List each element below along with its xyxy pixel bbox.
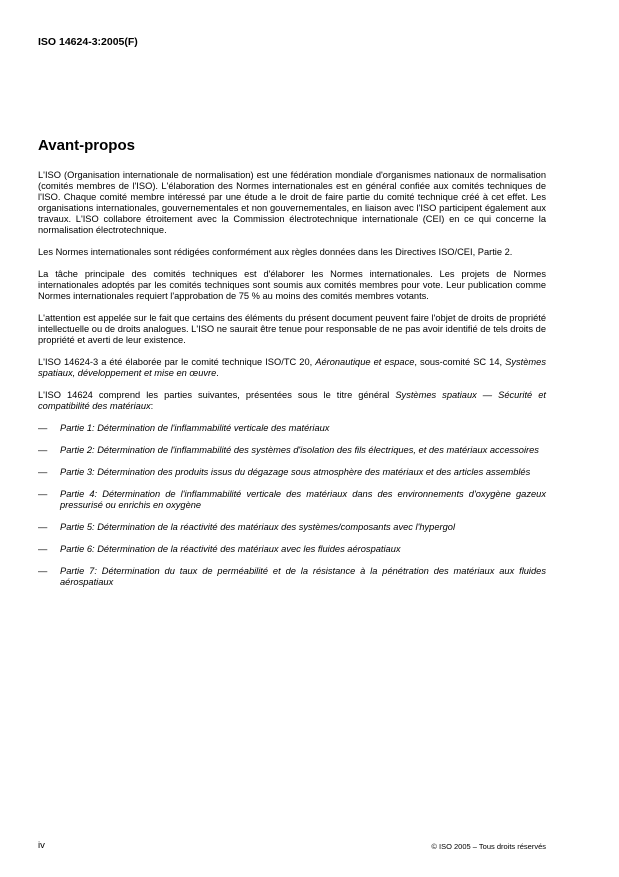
list-dash: —: [38, 489, 48, 499]
list-item: [38, 522, 546, 533]
paragraph-prepared-by: [38, 357, 546, 379]
paragraph-iso-description: L'ISO (Organisation internationale de normalisation) est une fédération mondiale d'organismes nationaux de normalisation (comités membres de l'ISO). L'élaboration des Normes internationales est en général confiée aux comités techniques de l'ISO. Chaque comité membre intéressé par une étude a le droit de faire partie du comité technique créé à cet effet. Les organisations internationales, gouvernementales et non gouvernementales, en liaison avec l'ISO participent également aux travaux. L'ISO collabore étroitement avec la Commission électrotechnique internationale (CEI) en ce qui concerne la normalisation électrotechnique.: [38, 170, 546, 235]
page-number: iv: [38, 840, 45, 851]
list-dash: —: [38, 522, 48, 532]
list-dash: —: [38, 423, 48, 433]
list-item-text: Partie 3: Détermination des produits issus du dégazage sous atmosphère des matériaux et des articles assemblés: [60, 467, 531, 477]
prepared-by-text-a: L'ISO 14624-3 a été élaborée par le comité technique ISO/TC 20,: [38, 357, 316, 367]
prepared-by-text-c: , sous-comité SC 14,: [414, 357, 506, 367]
list-item: [38, 544, 546, 555]
document-id: ISO 14624-3:2005(F): [38, 36, 138, 48]
list-dash: —: [38, 544, 48, 554]
paragraph-parts-intro: [38, 390, 546, 412]
list-item-text: Partie 2: Détermination de l'inflammabilité des systèmes d'isolation des fils électriques, et des matériaux accessoires: [60, 445, 539, 455]
list-item-text: Partie 4: Détermination de l'inflammabilité verticale des matériaux dans des environnements d'oxygène gazeux pressurisé ou enrichis en oxygène: [60, 489, 546, 510]
list-item: [38, 566, 546, 588]
list-item-text: Partie 6: Détermination de la réactivité des matériaux avec les fluides aérospatiaux: [60, 544, 401, 554]
parts-intro-text-c: :: [150, 401, 154, 411]
prepared-by-text-e: .: [216, 368, 219, 378]
foreword-body: [38, 170, 546, 599]
list-item: [38, 467, 546, 478]
copyright-notice: © ISO 2005 – Tous droits réservés: [431, 842, 546, 851]
parts-intro-general-title: Systèmes spatiaux — Sécurité et compatibilité des matériaux: [38, 390, 546, 411]
list-dash: —: [38, 445, 48, 455]
page-title: Avant-propos: [38, 137, 135, 154]
list-item-text: Partie 1: Détermination de l'inflammabilité verticale des matériaux: [60, 423, 330, 433]
parts-list: [38, 423, 546, 588]
paragraph-patent-notice: L'attention est appelée sur le fait que certains des éléments du présent document peuvent faire l'objet de droits de propriété intellectuelle ou de droits analogues. L'ISO ne saurait être tenue pour responsable de ne pas avoir identifié de tels droits de propriété et averti de leur existence.: [38, 313, 546, 345]
list-dash: —: [38, 467, 48, 477]
prepared-by-committee: Aéronautique et espace: [315, 357, 415, 367]
list-item: [38, 423, 546, 434]
list-item-text: Partie 5: Détermination de la réactivité des matériaux des systèmes/composants avec l'hypergol: [60, 522, 456, 532]
list-item-text: Partie 7: Détermination du taux de perméabilité et de la résistance à la pénétration des matériaux aux fluides aérospatiaux: [60, 566, 546, 587]
paragraph-directives: Les Normes internationales sont rédigées conformément aux règles données dans les Directives ISO/CEI, Partie 2.: [38, 247, 513, 257]
list-item: [38, 489, 546, 511]
list-item: [38, 445, 546, 456]
parts-intro-text-a: L'ISO 14624 comprend les parties suivantes, présentées sous le titre général: [38, 390, 396, 400]
list-dash: —: [38, 566, 48, 576]
paragraph-technical-committees: La tâche principale des comités techniques est d'élaborer les Normes internationales. Les projets de Normes internationales adoptés par les comités techniques sont soumis aux comités membres pour vote. Leur publication comme Normes internationales requiert l'approbation de 75 % au moins des comités membres votants.: [38, 269, 546, 301]
prepared-by-subcommittee: Systèmes spatiaux, développement et mise en œuvre: [38, 357, 546, 378]
